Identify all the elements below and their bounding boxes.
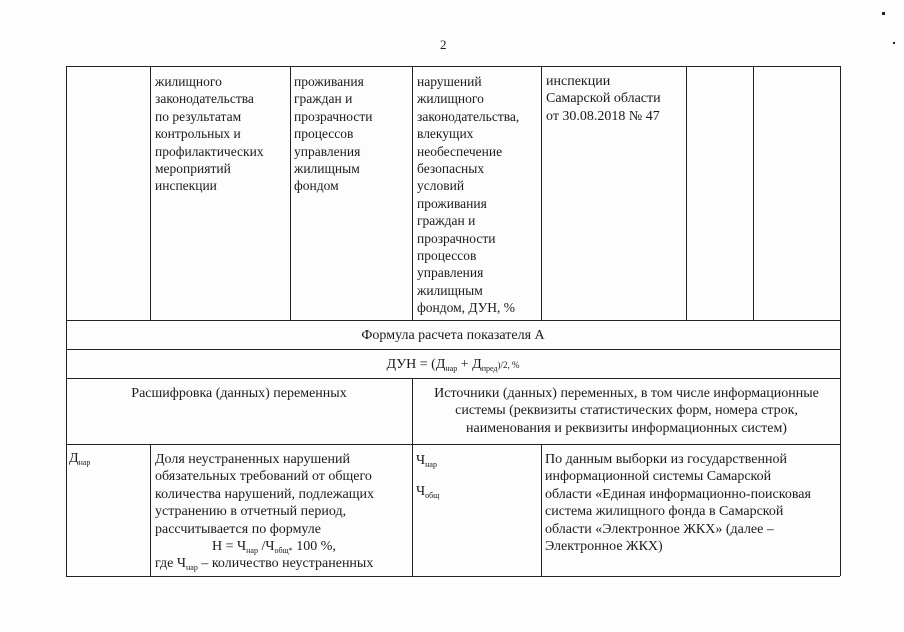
var-base: Ч bbox=[416, 453, 426, 468]
text-line: обязательных требований от общего bbox=[155, 469, 372, 485]
formula-part: )/2, % bbox=[497, 360, 520, 370]
variables-header: Расшифровка (данных) переменных bbox=[131, 386, 347, 401]
text-line: безопасных bbox=[417, 161, 485, 177]
text-line: устранению в отчетный период, bbox=[155, 504, 347, 520]
text-line: области «Электронное ЖКХ» (далее – bbox=[545, 521, 774, 537]
var-subscript: нар bbox=[425, 460, 437, 469]
text-part: – количество неустраненных bbox=[197, 556, 374, 572]
text-line: количества нарушений, подлежащих bbox=[155, 486, 375, 502]
formula bbox=[66, 356, 840, 374]
text-line: граждан и bbox=[417, 213, 476, 229]
text-line: Доля неустраненных нарушений bbox=[155, 452, 350, 467]
text-line: жилищного bbox=[417, 91, 484, 107]
text-line: наименования и реквизиты информационных систем) bbox=[466, 420, 787, 436]
text-line: по результатам bbox=[155, 108, 242, 124]
top-row-col4 bbox=[417, 73, 519, 317]
text-subscript: нар bbox=[185, 563, 198, 573]
text-line: По данным выборки из государственной bbox=[545, 452, 787, 467]
text-part: где Ч bbox=[155, 556, 186, 572]
scan-speck bbox=[882, 12, 885, 15]
variable-item bbox=[416, 483, 439, 500]
symbol-subscript: нар bbox=[78, 458, 91, 467]
text-line: управления bbox=[294, 143, 361, 159]
text-line: законодательства, bbox=[417, 108, 520, 124]
formula-subscript: нар bbox=[445, 364, 458, 373]
text-line: жилищным bbox=[417, 282, 483, 298]
variable-list bbox=[416, 452, 439, 501]
variable-description bbox=[155, 451, 374, 573]
sources-header bbox=[413, 385, 840, 437]
text-line: рассчитывается по формуле bbox=[155, 521, 322, 537]
text-line: прозрачности bbox=[417, 230, 496, 246]
text-line: процессов bbox=[417, 248, 477, 264]
text-line: прозрачности bbox=[294, 108, 373, 124]
formula-subscript: пред bbox=[481, 364, 498, 373]
text-line: процессов bbox=[294, 126, 354, 142]
text-line: от 30.08.2018 № 47 bbox=[546, 108, 660, 124]
top-row-col5 bbox=[546, 73, 661, 125]
text-line: области «Единая информационно-поисковая bbox=[545, 486, 811, 502]
text-line: жилищного bbox=[155, 74, 222, 89]
description-last-line bbox=[155, 555, 374, 572]
variable-item bbox=[416, 452, 439, 469]
text-line: проживания bbox=[294, 74, 364, 89]
var-subscript: общ bbox=[425, 491, 440, 501]
text-line: Электронное ЖКХ) bbox=[545, 539, 663, 555]
formula-part: Н = Ч bbox=[212, 539, 247, 555]
text-line: законодательства bbox=[155, 91, 254, 107]
text-line: Самарской области bbox=[546, 91, 661, 107]
formula-subscript: нар bbox=[246, 546, 258, 556]
formula-part: + bbox=[457, 357, 473, 372]
text-line: необеспечение bbox=[417, 143, 503, 159]
description-formula bbox=[155, 538, 374, 555]
text-line: инспекции bbox=[546, 74, 611, 89]
formula-part: ДУН = (Д bbox=[386, 357, 446, 372]
text-line: граждан и bbox=[294, 91, 353, 107]
text-line: проживания bbox=[417, 195, 487, 211]
text-line: фондом bbox=[294, 178, 339, 194]
text-line: мероприятий bbox=[155, 161, 231, 177]
text-line: влекущих bbox=[417, 126, 474, 142]
text-line: условий bbox=[417, 178, 465, 194]
scan-speck bbox=[893, 42, 895, 44]
formula-header: Формула расчета показателя А bbox=[361, 328, 545, 343]
formula-part: Д bbox=[472, 357, 482, 372]
text-line: профилактических bbox=[155, 143, 264, 159]
var-base: Ч bbox=[416, 484, 426, 500]
formula-subscript: общ* bbox=[274, 546, 293, 556]
variable-symbol bbox=[69, 450, 90, 467]
page-number: 2 bbox=[440, 37, 447, 52]
top-row-col2 bbox=[155, 73, 264, 195]
text-line: система жилищного фонда в Самарской bbox=[545, 504, 784, 520]
formula-part: 100 %, bbox=[292, 539, 336, 555]
symbol-base: Д bbox=[69, 451, 79, 466]
formula-part: /Ч bbox=[257, 539, 275, 555]
text-line: информационной системы Самарской bbox=[545, 469, 772, 485]
text-line: нарушений bbox=[417, 74, 482, 89]
text-line: фондом, ДУН, % bbox=[417, 300, 516, 316]
top-row-col3 bbox=[294, 73, 372, 195]
text-line: контрольных и bbox=[155, 126, 241, 142]
text-line: управления bbox=[417, 265, 484, 281]
text-line: инспекции bbox=[155, 178, 217, 194]
text-line: жилищным bbox=[294, 161, 360, 177]
variable-source bbox=[545, 451, 811, 555]
text-line: Источники (данных) переменных, в том числе информационные bbox=[434, 386, 819, 401]
text-line: системы (реквизиты статистических форм, номера строк, bbox=[455, 403, 798, 419]
